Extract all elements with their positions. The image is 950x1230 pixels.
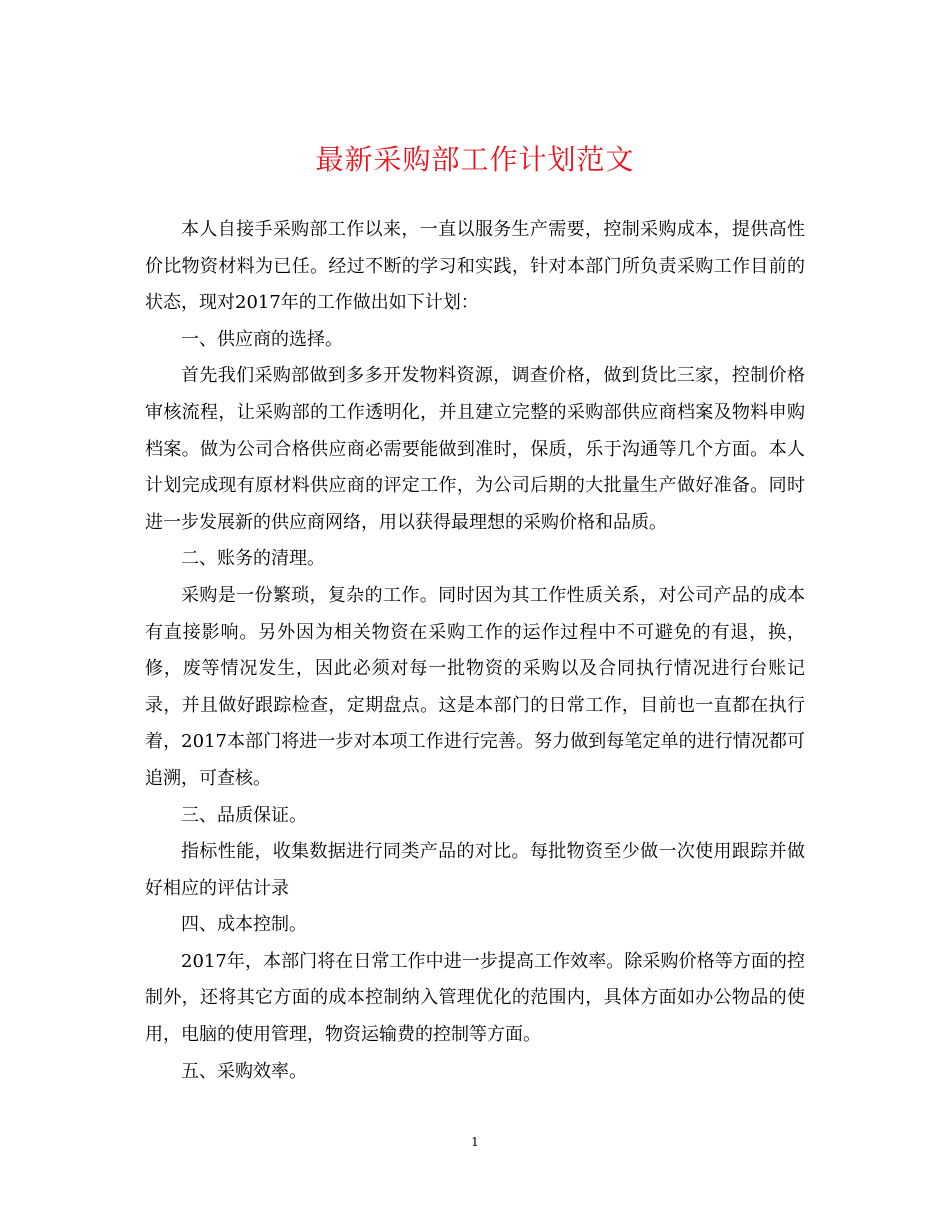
document-body — [145, 212, 805, 1090]
section-heading-supplier-selection: 一、供应商的选择。 — [181, 328, 343, 350]
section-heading-accounts-cleanup: 二、账务的清理。 — [181, 548, 325, 570]
accounts-cleanup-paragraph: 采购是一份繁琐，复杂的工作。同时因为其工作性质关系，对公司产品的成本有直接影响。另外因为相关物资在采购工作的运作过程中不可避免的有退，换，修，废等情况发生，因此必须对每一批物资的采购以及合同执行情况进行台账记录，并且做好跟踪检查，定期盘点。这是本部门的日常工作，目前也一直都在执行着，2017本部门将进一步对本项工作进行完善。努力做到每笔定单的进行情况都可追溯，可查核。 — [145, 584, 805, 789]
intro-paragraph: 本人自接手采购部工作以来，一直以服务生产需要，控制采购成本，提供高性价比物资材料为已任。经过不断的学习和实践，针对本部门所负责采购工作目前的状态，现对2017年的工作做出如下计划： — [145, 219, 805, 314]
section-heading-procurement-efficiency: 五、采购效率。 — [181, 1060, 307, 1082]
section-heading-quality-assurance: 三、品质保证。 — [181, 804, 307, 826]
cost-control-paragraph: 2017年，本部门将在日常工作中进一步提高工作效率。除采购价格等方面的控制外，还将其它方面的成本控制纳入管理优化的范围内，具体方面如办公物品的使用，电脑的使用管理，物资运输费的控制等方面。 — [145, 950, 805, 1046]
page-title: 最新采购部工作计划范文 — [315, 143, 635, 176]
quality-assurance-paragraph: 指标性能，收集数据进行同类产品的对比。每批物资至少做一次使用跟踪并做好相应的评估计录 — [145, 841, 805, 899]
section-heading-cost-control: 四、成本控制。 — [181, 914, 307, 936]
supplier-selection-paragraph: 首先我们采购部做到多多开发物料资源，调查价格，做到货比三家，控制价格审核流程，让采购部的工作透明化，并且建立完整的采购部供应商档案及物料申购档案。做为公司合格供应商必需要能做到准时，保质，乐于沟通等几个方面。本人计划完成现有原材料供应商的评定工作，为公司后期的大批量生产做好准备。同时进一步发展新的供应商网络，用以获得最理想的采购价格和品质。 — [145, 365, 805, 533]
page-number: 1 — [471, 1135, 479, 1149]
